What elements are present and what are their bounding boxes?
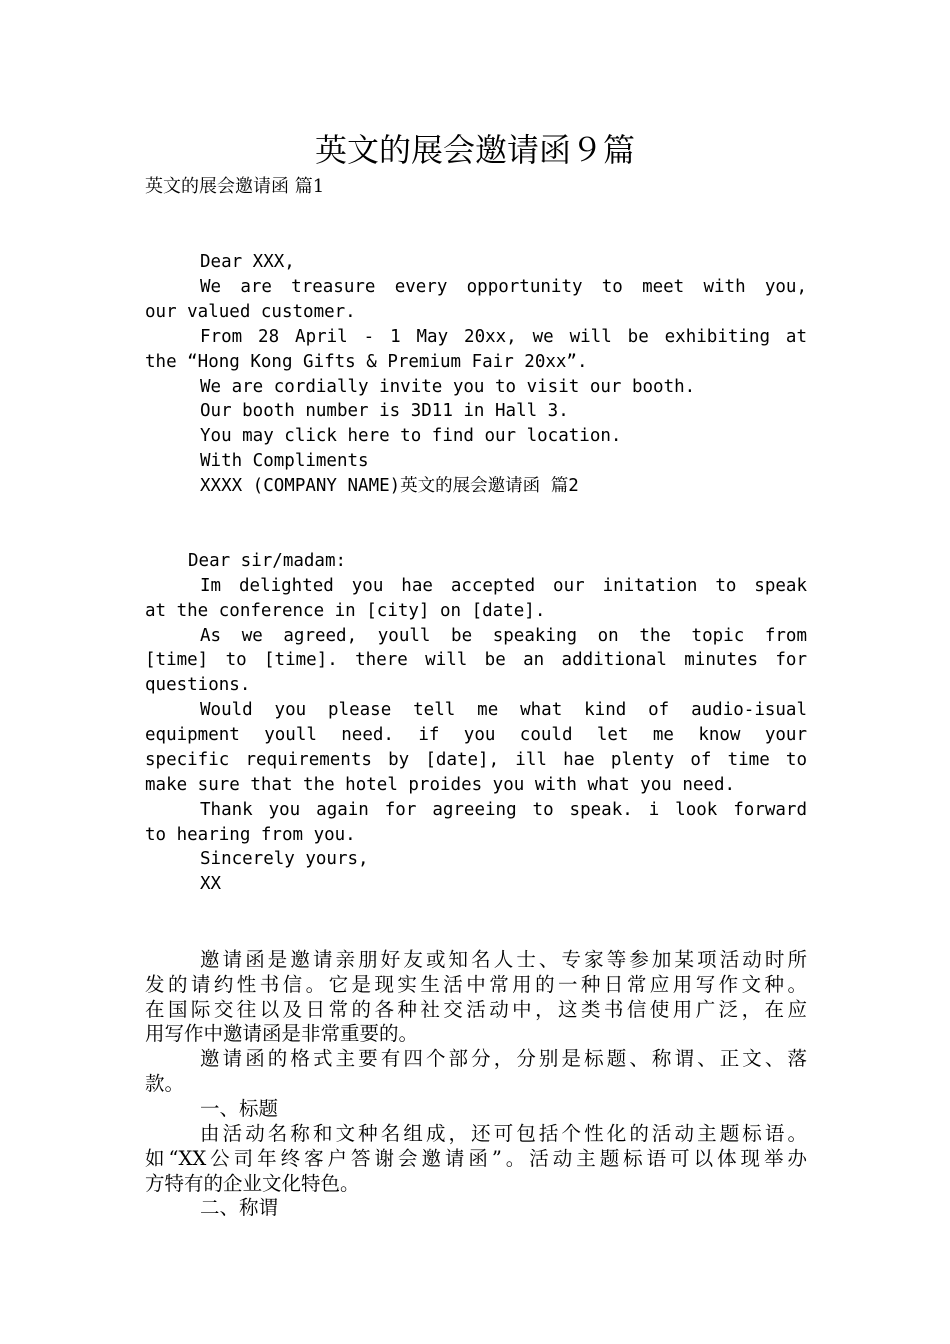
letter-1-paragraph-1-line-1: We are treasure every opportunity to meet with you, bbox=[200, 277, 807, 297]
letter-1-paragraph-3: We are cordially invite you to visit our booth. bbox=[200, 377, 696, 397]
notes-heading-2: 二、称谓 bbox=[200, 1196, 279, 1219]
letter-2-paragraph-4-line-1: Thank you again for agreeing to speak. i look forward bbox=[200, 800, 807, 820]
letter-2-paragraph-2-line-3: questions. bbox=[145, 675, 251, 695]
letter-2-paragraph-1-line-1: Im delighted you hae accepted our initation to speak bbox=[200, 576, 807, 596]
letter-1-paragraph-2-line-2: the “Hong Kong Gifts & Premium Fair 20xx”. bbox=[145, 352, 588, 372]
letter-2-paragraph-3-line-1: Would you please tell me what kind of audio-isual bbox=[200, 700, 807, 720]
notes-paragraph-2-line-1: 邀请函的格式主要有四个部分，分别是标题、称谓、正文、落 bbox=[200, 1047, 807, 1070]
letter-2-salutation: Dear sir/madam: bbox=[188, 551, 347, 571]
notes-heading-1: 一、标题 bbox=[200, 1097, 279, 1120]
notes-paragraph-1-line-2: 发的请约性书信。它是现实生活中常用的一种日常应用写作文种。 bbox=[145, 973, 807, 996]
notes-paragraph-1-line-1: 邀请函是邀请亲朋好友或知名人士、专家等参加某项活动时所 bbox=[200, 948, 807, 971]
notes-paragraph-3-line-2: 如“XX公司年终客户答谢会邀请函”。活动主题标语可以体现举办 bbox=[145, 1147, 807, 1170]
notes-paragraph-2-line-2: 款。 bbox=[145, 1072, 185, 1095]
letter-2-signature: XX bbox=[200, 874, 222, 894]
letter-2-paragraph-3-line-3: specific requirements by [date], ill hae plenty of time to bbox=[145, 750, 807, 770]
letter-1-closing: With Compliments bbox=[200, 451, 369, 471]
letter-2-closing: Sincerely yours, bbox=[200, 849, 369, 869]
letter-2-paragraph-2-line-1: As we agreed, youll be speaking on the topic from bbox=[200, 626, 807, 646]
letter-1-salutation: Dear XXX, bbox=[200, 252, 295, 272]
letter-2-paragraph-3-line-2: equipment youll need. if you could let me know your bbox=[145, 725, 807, 745]
section-heading-1: 英文的展会邀请函 篇1 bbox=[145, 176, 325, 197]
notes-paragraph-3-line-3: 方特有的企业文化特色。 bbox=[145, 1172, 360, 1195]
letter-2-paragraph-2-line-2: [time] to [time]. there will be an additional minutes for bbox=[145, 650, 807, 670]
letter-1-paragraph-2-line-1: From 28 April - 1 May 20xx, we will be exhibiting at bbox=[200, 327, 807, 347]
letter-2-paragraph-3-line-4: make sure that the hotel proides you with what you need. bbox=[145, 775, 736, 795]
letter-1-paragraph-4: Our booth number is 3D11 in Hall 3. bbox=[200, 401, 569, 421]
letter-1-signature-and-heading-2: XXXX (COMPANY NAME)英文的展会邀请函 篇2 bbox=[200, 476, 579, 496]
notes-paragraph-1-line-4: 用写作中邀请函是非常重要的。 bbox=[145, 1022, 419, 1045]
letter-1-paragraph-1-line-2: our valued customer. bbox=[145, 302, 356, 322]
letter-2-paragraph-1-line-2: at the conference in [city] on [date]. bbox=[145, 601, 546, 621]
page-title: 英文的展会邀请函９篇 bbox=[314, 131, 635, 169]
notes-paragraph-1-line-3: 在国际交往以及日常的各种社交活动中，这类书信使用广泛，在应 bbox=[145, 998, 807, 1021]
letter-2-paragraph-4-line-2: to hearing from you. bbox=[145, 825, 356, 845]
notes-paragraph-3-line-1: 由活动名称和文种名组成，还可包括个性化的活动主题标语。 bbox=[200, 1122, 807, 1145]
letter-1-paragraph-5: You may click here to find our location. bbox=[200, 426, 622, 446]
